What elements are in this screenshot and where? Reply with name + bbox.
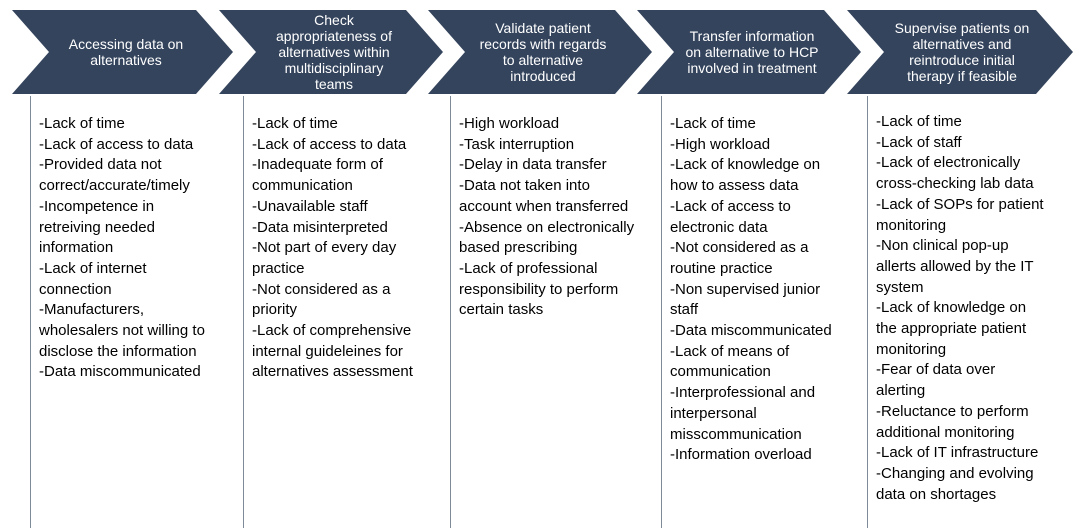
barrier-item: -Lack of access to electronic data: [670, 197, 791, 236]
barrier-item: -Data miscommunicated: [670, 322, 832, 340]
barrier-item: -Unavailable staff: [252, 197, 368, 215]
barrier-item: -Provided data not correct/accurate/timely: [39, 156, 190, 195]
barrier-item: -Lack of time: [252, 115, 338, 132]
barrier-item: -Lack of IT infrastructure: [876, 444, 1039, 462]
barrier-item: -Manufacturers, wholesalers not willing to disclose the information: [39, 301, 205, 360]
barrier-item: -Absence on electronically based prescribing: [459, 218, 635, 257]
barrier-item: -Lack of SOPs for patient monitoring: [876, 195, 1044, 234]
barrier-item: -Lack of time: [876, 113, 962, 130]
step-3-title: Validate patient records with regards to alternative introduced: [479, 20, 607, 84]
barrier-item: -Lack of time: [39, 115, 125, 132]
barrier-item: -Lack of means of communication: [670, 342, 790, 381]
step-2-barriers: [243, 96, 418, 528]
step-5-barriers: [867, 96, 1047, 528]
barrier-item: -Not considered as a priority: [252, 280, 391, 319]
barrier-item: -Non clinical pop-up allerts allowed by the IT system: [876, 237, 1034, 296]
barrier-item: -Non supervised junior staff: [670, 280, 821, 319]
barrier-item: -Data misinterpreted: [252, 218, 388, 236]
step-1-barriers: [30, 96, 208, 528]
barrier-item: -Delay in data transfer: [459, 156, 607, 174]
barrier-item: -Incompetence in retreiving needed information: [39, 197, 155, 257]
barrier-item: -Lack of access to data: [39, 135, 194, 153]
barrier-item: -Interprofessional and interpersonal misscommunication: [670, 384, 816, 443]
barrier-item: -Lack of professional responsibility to perform certain tasks: [459, 259, 619, 319]
barrier-item: -Data not taken into account when transferred: [459, 177, 629, 215]
barrier-item: -Data miscommunicated: [39, 363, 201, 381]
step-5-title: Supervise patients on alternatives and reintroduce initial therapy if feasible: [894, 20, 1030, 84]
barrier-item: -Information overload: [670, 446, 812, 464]
barrier-item: -Lack of comprehensive internal guideleines for alternatives assessment: [252, 322, 413, 381]
barrier-item: -Changing and evolving data on shortages: [876, 464, 1034, 503]
barrier-item: -Reluctance to perform additional monitoring: [876, 402, 1029, 441]
barrier-item: -High workload: [670, 135, 771, 153]
barrier-item: -Lack of electronically cross-checking lab data: [876, 154, 1034, 193]
step-1-title: Accessing data on alternatives: [68, 36, 184, 68]
barrier-item: -Fear of data over alerting: [876, 361, 996, 400]
barrier-item: -Task interruption: [459, 135, 575, 153]
barrier-item: -Inadequate form of communication: [252, 156, 383, 195]
barrier-item: -Lack of knowledge on how to assess data: [670, 156, 821, 195]
barrier-item: -Lack of staff: [876, 133, 962, 151]
step-4-title: Transfer information on alternative to HCP involved in treatment: [685, 28, 819, 76]
barrier-item: -Not part of every day practice: [252, 239, 397, 277]
barrier-item: -Lack of internet connection: [39, 259, 147, 298]
barrier-item: -Not considered as a routine practice: [670, 239, 809, 277]
step-3-barriers: [450, 96, 635, 528]
barrier-item: -Lack of knowledge on the appropriate patient monitoring: [876, 299, 1027, 358]
barrier-item: -Lack of time: [670, 115, 756, 132]
barrier-item: -High workload: [459, 115, 560, 132]
barrier-item: -Lack of access to data: [252, 135, 407, 153]
step-2-title: Check appropriateness of alternatives within multidisciplinary teams: [276, 12, 392, 92]
step-4-barriers: [661, 96, 841, 528]
